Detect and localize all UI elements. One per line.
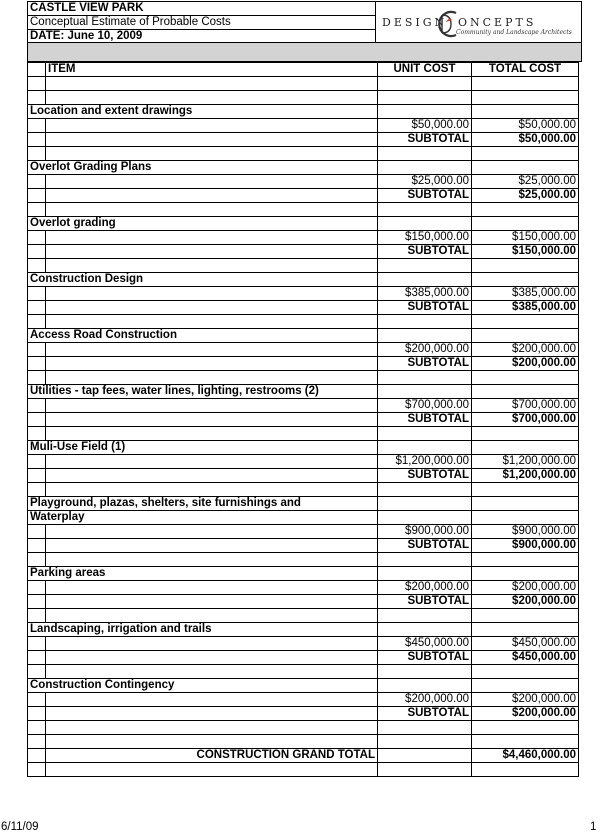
subtotal-label: SUBTOTAL [378,357,472,371]
document-date: DATE: June 10, 2009 [30,30,143,42]
section-title-row [28,623,579,637]
line-item-row [28,175,579,189]
total-cost-value: $200,000.00 [472,581,579,595]
line-item-row [28,343,579,357]
unit-cost-value: $200,000.00 [378,343,472,357]
spacer-row [28,721,579,735]
cost-table [27,62,579,777]
section-title: Playground, plazas, shelters, site furnishings and [28,497,378,511]
document-subtitle: Conceptual Estimate of Probable Costs [28,16,375,30]
subtotal-label: SUBTOTAL [378,301,472,315]
unit-cost-column-header: UNIT COST [378,63,472,77]
estimate-sheet [27,1,582,761]
subtotal-label: SUBTOTAL [378,595,472,609]
line-item-row [28,525,579,539]
unit-cost-value: $1,200,000.00 [378,455,472,469]
subtotal-label: SUBTOTAL [378,539,472,553]
subtotal-value: $450,000.00 [472,651,579,665]
subtotal-value: $50,000.00 [472,133,579,147]
subtotal-label: SUBTOTAL [378,413,472,427]
section-title: Construction Contingency [28,679,378,693]
section-title-row [28,385,579,399]
line-item-row [28,693,579,707]
section-title-row [28,441,579,455]
spacer-row [28,665,579,679]
project-name: CASTLE VIEW PARK [28,2,375,16]
section-title: Utilities - tap fees, water lines, lighting, restrooms (2) [28,385,378,399]
unit-cost-value: $200,000.00 [378,581,472,595]
total-cost-value: $1,200,000.00 [472,455,579,469]
spacer-row [28,315,579,329]
spacer-row [28,147,579,161]
section-title: Location and extent drawings [28,105,378,119]
subtotal-label: SUBTOTAL [378,707,472,721]
section-title-row [28,329,579,343]
unit-cost-value: $25,000.00 [378,175,472,189]
section-title-row [28,511,579,525]
subtotal-row [28,301,579,315]
subtotal-value: $200,000.00 [472,357,579,371]
subtotal-value: $1,200,000.00 [472,469,579,483]
spacer-row [28,259,579,273]
subtotal-row [28,595,579,609]
header-block [27,1,376,43]
grand-total-label: CONSTRUCTION GRAND TOTAL [46,749,378,763]
line-item-row [28,399,579,413]
logo-word-concepts: ONCEPTS [458,16,537,29]
spacer-row [28,203,579,217]
subtotal-value: $900,000.00 [472,539,579,553]
column-header-row [28,63,579,77]
line-item-row [28,637,579,651]
subtotal-value: $700,000.00 [472,413,579,427]
spacer-row [28,91,579,105]
subtotal-row [28,707,579,721]
section-title: Overlot Grading Plans [28,161,378,175]
header-separator-band [27,43,582,62]
unit-cost-value: $700,000.00 [378,399,472,413]
section-title-continued: Waterplay [28,511,378,525]
spacer-row [28,371,579,385]
section-title-row [28,161,579,175]
subtotal-row [28,133,579,147]
spacer-row [28,483,579,497]
section-title-row [28,497,579,511]
subtotal-value: $25,000.00 [472,189,579,203]
section-title-row [28,567,579,581]
total-cost-value: $200,000.00 [472,343,579,357]
section-title: Access Road Construction [28,329,378,343]
section-title: Overlot grading [28,217,378,231]
subtotal-row [28,469,579,483]
subtotal-value: $150,000.00 [472,245,579,259]
subtotal-label: SUBTOTAL [378,189,472,203]
total-cost-column-header: TOTAL COST [472,63,579,77]
line-item-row [28,581,579,595]
subtotal-label: SUBTOTAL [378,245,472,259]
line-item-row [28,455,579,469]
item-column-header: ITEM [46,63,378,77]
section-title-row [28,679,579,693]
total-cost-value: $900,000.00 [472,525,579,539]
section-title-row [28,217,579,231]
unit-cost-value: $150,000.00 [378,231,472,245]
unit-cost-value: $385,000.00 [378,287,472,301]
spacer-row [28,763,579,777]
logo-tagline: Community and Landscape Architects [456,29,572,36]
unit-cost-value: $900,000.00 [378,525,472,539]
subtotal-value: $385,000.00 [472,301,579,315]
company-logo [376,1,582,43]
total-cost-value: $385,000.00 [472,287,579,301]
total-cost-value: $450,000.00 [472,637,579,651]
logo-word-design: DESIGN [382,16,448,29]
subtotal-label: SUBTOTAL [378,651,472,665]
spacer-row [28,77,579,91]
total-cost-value: $700,000.00 [472,399,579,413]
grand-total-value: $4,460,000.00 [472,749,579,763]
subtotal-label: SUBTOTAL [378,133,472,147]
subtotal-row [28,539,579,553]
total-cost-value: $200,000.00 [472,693,579,707]
unit-cost-value: $200,000.00 [378,693,472,707]
spacer-row [28,609,579,623]
section-title: Landscaping, irrigation and trails [28,623,378,637]
spacer-row [28,553,579,567]
unit-cost-value: $50,000.00 [378,119,472,133]
subtotal-row [28,245,579,259]
total-cost-value: $25,000.00 [472,175,579,189]
line-item-row [28,119,579,133]
section-title: Muli-Use Field (1) [28,441,378,455]
subtotal-value: $200,000.00 [472,707,579,721]
spacer-row [28,427,579,441]
total-cost-value: $50,000.00 [472,119,579,133]
line-item-row [28,287,579,301]
subtotal-row [28,413,579,427]
section-title: Parking areas [28,567,378,581]
unit-cost-value: $450,000.00 [378,637,472,651]
subtotal-label: SUBTOTAL [378,469,472,483]
grand-total-row [28,749,579,763]
subtotal-row [28,651,579,665]
spacer-row [28,735,579,749]
total-cost-value: $150,000.00 [472,231,579,245]
footer-date: 6/11/09 [1,821,39,833]
line-item-row [28,231,579,245]
footer-page-number: 1 [590,821,597,833]
section-title-row [28,105,579,119]
section-title: Construction Design [28,273,378,287]
subtotal-row [28,189,579,203]
subtotal-value: $200,000.00 [472,595,579,609]
subtotal-row [28,357,579,371]
section-title-row [28,273,579,287]
